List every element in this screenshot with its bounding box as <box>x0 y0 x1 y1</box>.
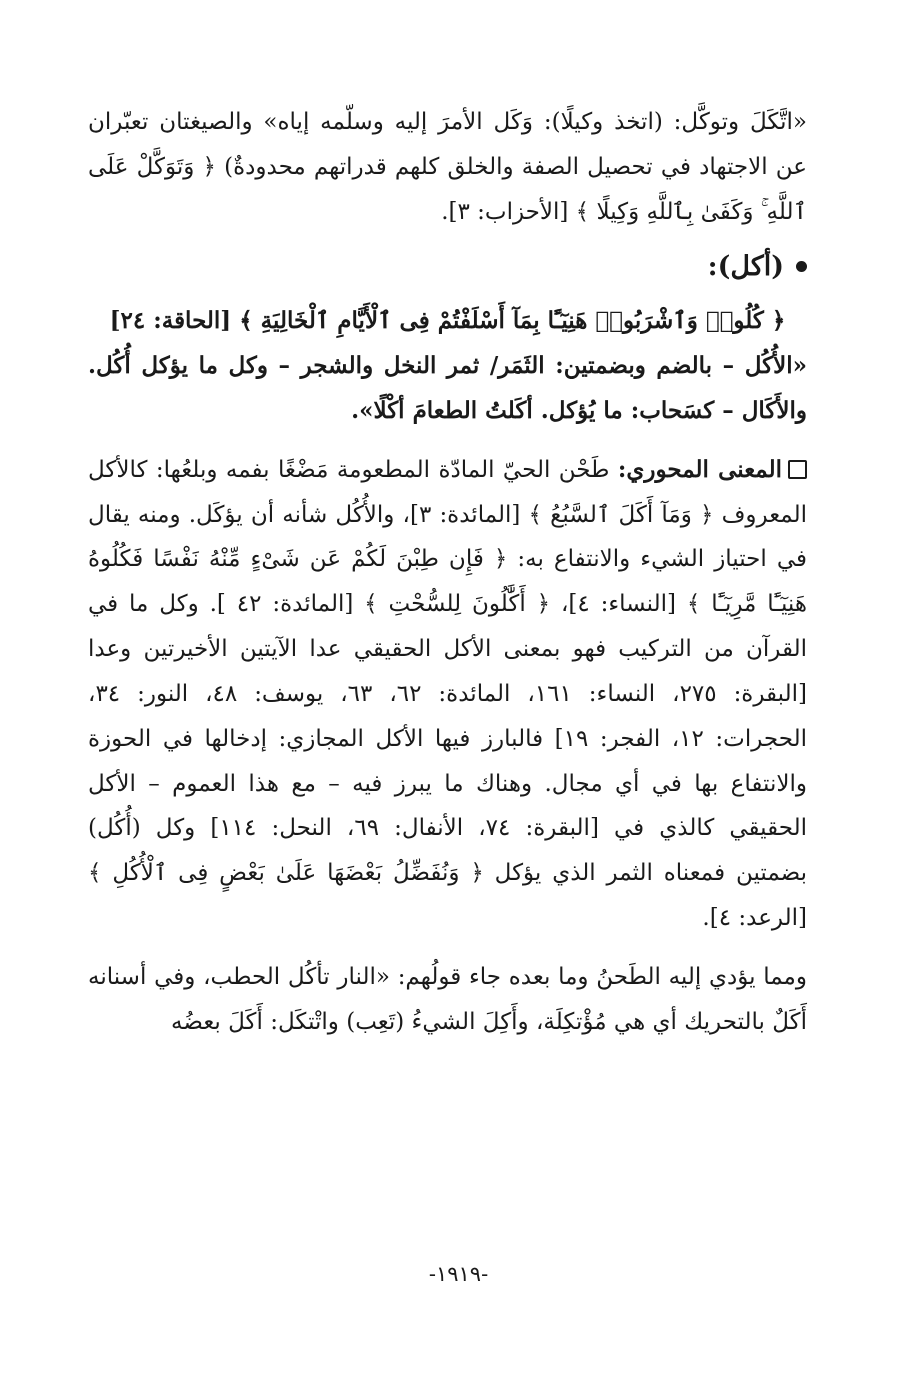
closing-paragraph: ومما يؤدي إليه الطَحنُ وما بعده جاء قولُهم: «النار تأكُل الحطب، وفي أسنانه أَكَلٌ بالتحريك أي هي مُؤْتكِلَة، وأَكِلَ الشيءُ (تَعِب) واتْتكَل: أَكَلَ بعضُه <box>88 963 807 1035</box>
section-heading <box>88 241 807 294</box>
intro-paragraph: «اتَّكَلَ وتوكَّل: (اتخذ وكيلًا): وَكَل الأمرَ إليه وسلّمه إياه» والصيغتان تعبّران عن الاجتهاد في تحصيل الصفة والخلق كلهم قدراتهم محدودةٌ) ﴿ وَتَوَكَّلْ عَلَى ٱللَّهِ ۚ وَكَفَىٰ بِٱللَّهِ وَكِيلًا ﴾ [الأحزاب: ٣]. <box>88 109 807 225</box>
core-meaning-label: المعنى المحوري: <box>617 455 782 483</box>
quran-verse: ﴿ كُلُوا۟ وَٱشْرَبُوا۟ هَنِيٓـًٔا بِمَآ أَسْلَفْتُمْ فِى ٱلْأَيَّامِ ٱلْخَالِيَةِ ﴾ [الحاقة: ٢٤] <box>109 307 786 335</box>
page-number: -١٩١٩- <box>428 1262 489 1286</box>
definition-paragraph: «الأُكُل – بالضم وبضمتين: الثَمَر/ ثمر النخل والشجر – وكل ما يؤكل أُكُل. والأَكَال – كسَحاب: ما يُؤكل. أكَلتُ الطعامَ أكْلًا». <box>88 352 807 424</box>
heading-text: (أكل): <box>707 250 784 282</box>
square-box-icon <box>788 460 807 479</box>
core-meaning-paragraph <box>88 448 807 941</box>
core-meaning-text: طَحْن الحيّ المادّة المطعومة مَضْغًا بفمه وبلعُها: كالأكل المعروف ﴿ وَمَآ أَكَلَ ٱلسَّبُعُ ﴾ [المائدة: ٣]، والأُكُل شأنه أن يؤكَل. ومنه يقال في احتياز الشيء والانتفاع به: ﴿ فَإِن طِبْنَ لَكُمْ عَن شَىْءٍ مِّنْهُ نَفْسًا فَكُلُوهُ هَنِيٓـًٔا مَّرِيٓـًٔا ﴾ [النساء: ٤]، ﴿ أَكَّٰلُونَ لِلسُّحْتِ ﴾ [المائدة: ٤٢ ]. وكل ما في القرآن من التركيب فهو بمعنى الأكل الحقيقي عدا الآيتين الأخيرتين وعدا [البقرة: ٢٧٥، النساء: ١٦١، المائدة: ٦٢، ٦٣، يوسف: ٤٨، النور: ٣٤، الحجرات: ١٢، الفجر: ١٩] فالبارز فيها الأكل المجازي: إدخالها في الحوزة والانتفاع بها في أي مجال. وهناك ما يبرز فيه – مع هذا العموم – الأكل الحقيقي كالذي في [البقرة: ٧٤، الأنفال: ٦٩، النحل: ١١٤] وكل (أُكُل) بضمتين فمعناه الثمر الذي يؤكل ﴿ وَنُفَضِّلُ بَعْضَهَا عَلَىٰ بَعْضٍ فِى ٱلْأُكُلِ ﴾ [الرعد: ٤]. <box>88 456 807 932</box>
bullet-dot-icon <box>796 261 807 272</box>
main-text <box>88 100 807 1045</box>
